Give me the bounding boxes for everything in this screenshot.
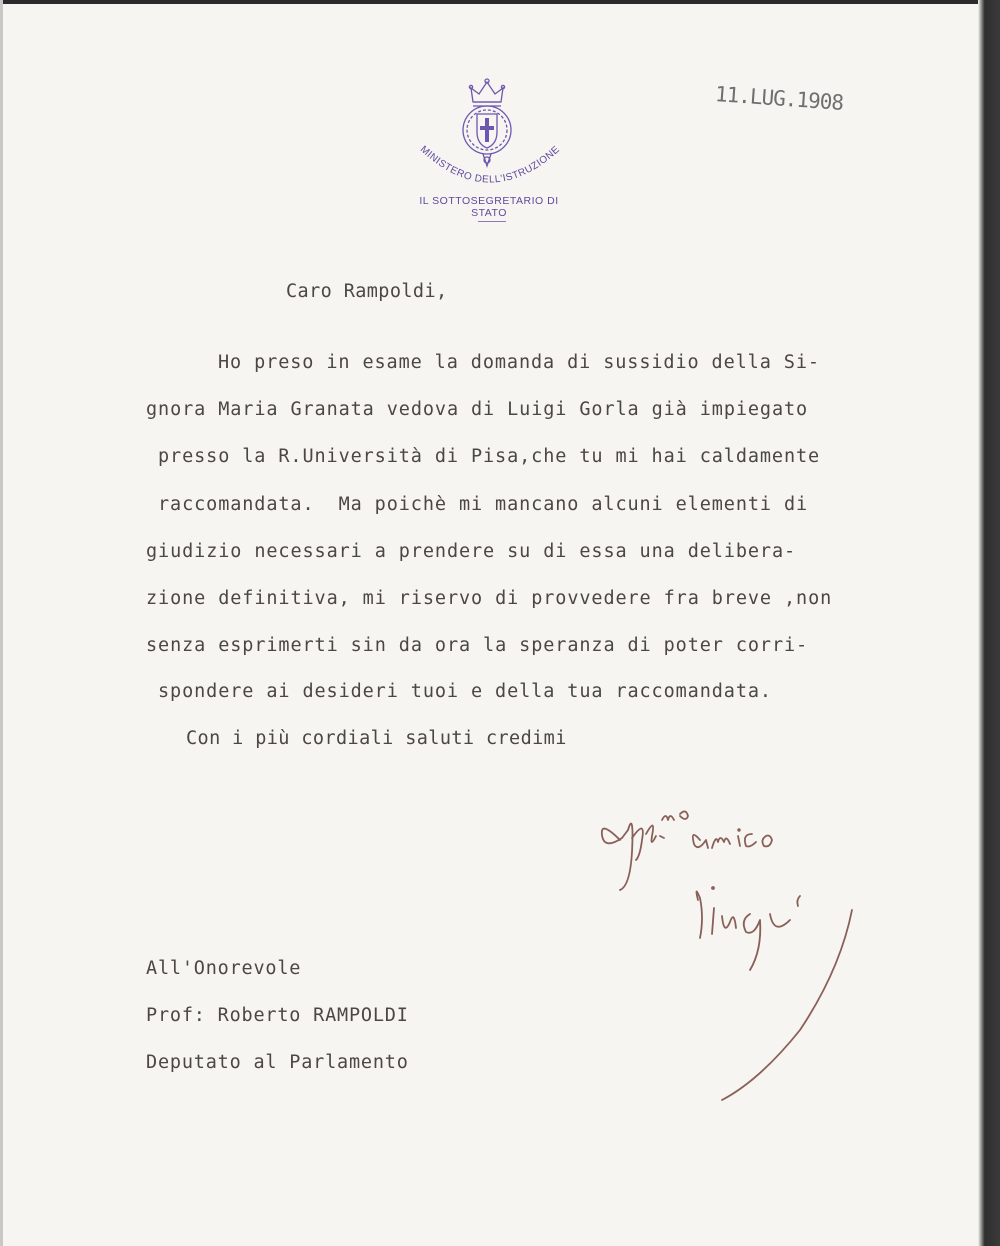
scan-edge-right bbox=[978, 0, 1000, 1246]
body-line: giudizio necessari a prendere su di essa una delibera- bbox=[146, 541, 797, 562]
body-line: Ho preso in esame la domanda di sussidio della Si- bbox=[218, 352, 820, 373]
addressee-line: Prof: Roberto RAMPOLDI bbox=[146, 1005, 409, 1026]
ministry-name-arc bbox=[410, 120, 570, 195]
date-stamp: 11.LUG.1908 bbox=[714, 82, 844, 115]
addressee-line: Deputato al Parlamento bbox=[146, 1052, 409, 1073]
body-line: gnora Maria Granata vedova di Luigi Gorla già impiegato bbox=[146, 399, 809, 420]
body-line: senza esprimerti sin da ora la speranza di poter corri- bbox=[146, 635, 809, 656]
body-line: raccomandata. Ma poichè mi mancano alcuni elementi di bbox=[158, 494, 809, 515]
svg-text:MINISTERO DELL'ISTRUZIONE bbox=[418, 144, 562, 186]
body-line: zione definitiva, mi riservo di provvedere fra breve ,non bbox=[146, 588, 833, 609]
ministry-name: MINISTERO DELL'ISTRUZIONE bbox=[417, 143, 563, 186]
body-line: presso la R.Università di Pisa,che tu mi hai caldamente bbox=[158, 446, 821, 467]
handwritten-signature bbox=[590, 790, 910, 1110]
scan-edge-top bbox=[0, 0, 1000, 4]
addressee-line: All'Onorevole bbox=[146, 958, 302, 979]
office-title: IL SOTTOSEGRETARIO DI STATO bbox=[419, 195, 559, 219]
letterhead-rule bbox=[478, 221, 506, 222]
body-line: spondere ai desideri tuoi e della tua raccomandata. bbox=[158, 681, 772, 702]
salutation: Caro Rampoldi, bbox=[286, 281, 448, 302]
closing: Con i più cordiali saluti credimi bbox=[186, 728, 567, 749]
scan-edge-left bbox=[0, 0, 3, 1246]
addressee-block bbox=[146, 956, 409, 1097]
